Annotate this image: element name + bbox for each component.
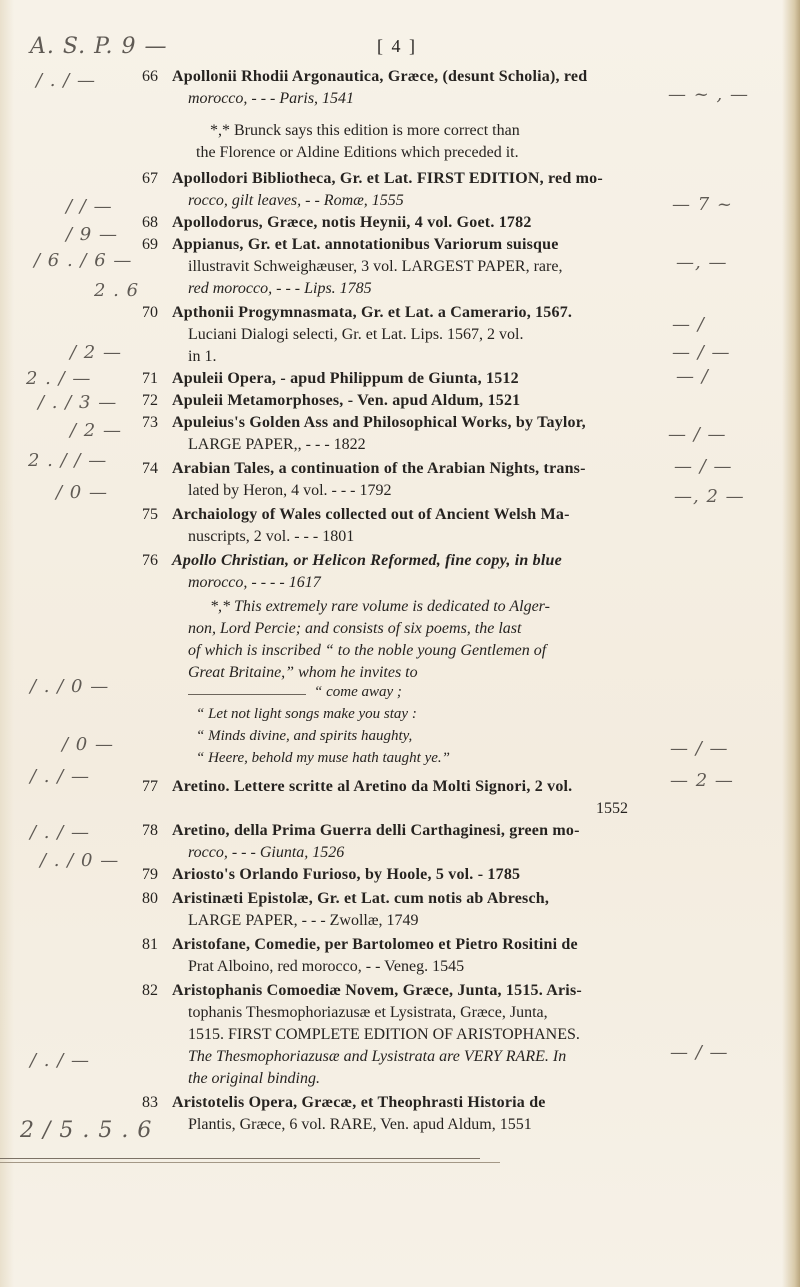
- entry-number: 69: [142, 236, 158, 253]
- margin-note: / . / —: [36, 70, 97, 91]
- entry-line: Aristinæti Epistolæ, Gr. et Lat. cum notis ab Abresch,: [172, 890, 550, 907]
- poem-line: “ come away ;: [314, 684, 402, 700]
- entry-line: tophanis Thesmophoriazusæ et Lysistrata, Græce, Junta,: [188, 1004, 548, 1021]
- entry-line: Apollonii Rhodii Argonautica, Græce, (desunt Scholia), red: [172, 68, 588, 85]
- entry-number: 83: [142, 1094, 158, 1111]
- entry-number: 75: [142, 506, 158, 523]
- catalogue-entry: [142, 934, 578, 956]
- entry-number: 77: [142, 778, 158, 795]
- entry-line: Archaiology of Wales collected out of Ancient Welsh Ma-: [172, 506, 570, 523]
- entry-note: non, Lord Percie; and consists of six poems, the last: [188, 620, 522, 637]
- margin-note: / 0 —: [62, 734, 114, 755]
- entry-number: 70: [142, 304, 158, 321]
- entry-number: 71: [142, 370, 158, 387]
- entry-line: Aretino. Lettere scritte al Aretino da Molti Signori, 2 vol.: [172, 778, 573, 795]
- margin-note: / . / 3 —: [38, 392, 118, 413]
- entry-line: rocco, gilt leaves, - - Romæ, 1555: [188, 192, 404, 209]
- entry-line: Appianus, Gr. et Lat. annotationibus Variorum suisque: [172, 236, 559, 253]
- margin-note: — /: [676, 366, 709, 387]
- page-gutter-shadow: [0, 0, 14, 1287]
- entry-line: Apuleii Opera, - apud Philippum de Giunta, 1512: [172, 370, 519, 387]
- page-number: [ 4 ]: [377, 36, 417, 56]
- entry-number: 78: [142, 822, 158, 839]
- catalogue-entry: [142, 368, 519, 390]
- dash-rule: [188, 694, 306, 695]
- margin-note: / . / 0 —: [30, 676, 110, 697]
- entry-line: morocco, - - - Paris, 1541: [188, 90, 355, 107]
- catalogue-entry: [142, 390, 520, 412]
- catalogue-entry: [142, 504, 570, 526]
- entry-note: *,* Brunck says this edition is more correct than: [210, 122, 520, 139]
- entry-line: Apollodorus, Græce, notis Heynii, 4 vol. Goet. 1782: [172, 214, 532, 231]
- entry-line: Prat Alboino, red morocco, - - Veneg. 1545: [188, 958, 465, 975]
- entry-number: 82: [142, 982, 158, 999]
- catalogue-entry: [142, 980, 582, 1002]
- handwriting-bottom-left: 2 / 5 . 5 . 6: [20, 1118, 153, 1143]
- entry-line: Arabian Tales, a continuation of the Arabian Nights, trans-: [172, 460, 586, 477]
- handwriting-top-left: A. S. P. 9 —: [30, 34, 168, 59]
- margin-note: —, 2 —: [674, 486, 745, 507]
- margin-note: — / —: [672, 342, 731, 363]
- entry-line: morocco, - - - - 1617: [188, 574, 321, 591]
- margin-note: —, —: [676, 252, 728, 273]
- entry-line: Aretino, della Prima Guerra delli Carthaginesi, green mo-: [172, 822, 580, 839]
- margin-note: 2 . 6: [94, 280, 140, 301]
- poem-line: “ Let not light songs make you stay :: [196, 706, 417, 722]
- catalogue-entry: [142, 458, 586, 480]
- poem-line: “ Minds divine, and spirits haughty,: [196, 728, 413, 744]
- entry-line: lated by Heron, 4 vol. - - - 1792: [188, 482, 392, 499]
- entry-line: Ariosto's Orlando Furioso, by Hoole, 5 vol. - 1785: [172, 866, 521, 883]
- entry-line: Luciani Dialogi selecti, Gr. et Lat. Lips. 1567, 2 vol.: [188, 326, 524, 343]
- margin-note: — / —: [668, 424, 727, 445]
- entry-line: red morocco, - - - Lips. 1785: [188, 280, 372, 297]
- entry-number: 81: [142, 936, 158, 953]
- entry-number: 66: [142, 68, 158, 85]
- page-edge: [782, 0, 800, 1287]
- entry-line: Aristofane, Comedie, per Bartolomeo et Pietro Rositini de: [172, 936, 578, 953]
- entry-line: the original binding.: [188, 1070, 320, 1087]
- catalogue-entry: [142, 864, 520, 886]
- entry-line: LARGE PAPER, - - - Zwollæ, 1749: [188, 912, 419, 929]
- margin-note: 2 . / / —: [28, 450, 108, 471]
- margin-note: / 6 . / 6 —: [34, 250, 133, 271]
- entry-line: LARGE PAPER,, - - - 1822: [188, 436, 366, 453]
- margin-note: / 2 —: [70, 420, 122, 441]
- entry-note: the Florence or Aldine Editions which preceded it.: [196, 144, 519, 161]
- entry-line: in 1.: [188, 348, 217, 365]
- catalogue-entry: [142, 168, 603, 190]
- margin-note: — 7 ~: [672, 194, 733, 215]
- entry-line: Apuleius's Golden Ass and Philosophical Works, by Taylor,: [172, 414, 586, 431]
- margin-note: — 2 —: [670, 770, 734, 791]
- margin-note: — / —: [674, 456, 733, 477]
- entry-line: Apollo Christian, or Helicon Reformed, fine copy, in blue: [172, 552, 562, 569]
- margin-note: — / —: [670, 738, 729, 759]
- margin-note: / 2 —: [70, 342, 122, 363]
- entry-line: nuscripts, 2 vol. - - - 1801: [188, 528, 355, 545]
- catalogue-entry: [142, 234, 559, 256]
- entry-line: Aristophanis Comoediæ Novem, Græce, Junta, 1515. Aris-: [172, 982, 582, 999]
- bottom-rule: [0, 1158, 480, 1159]
- entry-number: 79: [142, 866, 158, 883]
- entry-number: 67: [142, 170, 158, 187]
- poem-line: “ Heere, behold my muse hath taught ye.”: [196, 750, 450, 766]
- entry-line: 1515. FIRST COMPLETE EDITION OF ARISTOPHANES.: [188, 1026, 580, 1043]
- entry-line: Apollodori Bibliotheca, Gr. et Lat. FIRST EDITION, red mo-: [172, 170, 603, 187]
- entry-number: 68: [142, 214, 158, 231]
- margin-note: / . / —: [30, 822, 91, 843]
- catalogue-entry: [142, 412, 586, 434]
- margin-note: — /: [672, 314, 705, 335]
- entry-line: The Thesmophoriazusæ and Lysistrata are VERY RARE. In: [188, 1048, 567, 1065]
- entry-line: Apthonii Progymnasmata, Gr. et Lat. a Camerario, 1567.: [172, 304, 573, 321]
- margin-note: 2 . / —: [26, 368, 92, 389]
- margin-note: / . / —: [30, 766, 91, 787]
- entry-note: of which is inscribed “ to the noble young Gentlemen of: [188, 642, 547, 659]
- margin-note: — / —: [670, 1042, 729, 1063]
- entry-number: 72: [142, 392, 158, 409]
- entry-note: Great Britaine,” whom he invites to: [188, 664, 418, 681]
- margin-note: — ~ , —: [668, 84, 749, 105]
- entry-line: Aristotelis Opera, Græcæ, et Theophrasti Historia de: [172, 1094, 546, 1111]
- entry-number: 80: [142, 890, 158, 907]
- catalogue-entry: [142, 888, 549, 910]
- catalogue-entry: [142, 212, 532, 234]
- margin-note: / 0 —: [56, 482, 108, 503]
- entry-line: illustravit Schweighæuser, 3 vol. LARGEST PAPER, rare,: [188, 258, 563, 275]
- catalogue-entry: [142, 820, 580, 842]
- entry-number: 74: [142, 460, 158, 477]
- margin-note: / . / 0 —: [40, 850, 120, 871]
- margin-note: / . / —: [30, 1050, 91, 1071]
- catalogue-entry: [142, 302, 572, 324]
- entry-number: 76: [142, 552, 158, 569]
- catalogue-entry: [142, 550, 562, 572]
- entry-line: rocco, - - - Giunta, 1526: [188, 844, 345, 861]
- bottom-rule: [0, 1162, 500, 1163]
- catalogue-entry: [142, 1092, 546, 1114]
- catalogue-entry: [142, 776, 572, 798]
- catalogue-entry: [142, 66, 587, 88]
- margin-note: / / —: [66, 196, 113, 217]
- entry-number: 73: [142, 414, 158, 431]
- entry-line: 1552: [596, 800, 628, 817]
- entry-line: Plantis, Græce, 6 vol. RARE, Ven. apud Aldum, 1551: [188, 1116, 532, 1133]
- margin-note: / 9 —: [66, 224, 118, 245]
- entry-line: Apuleii Metamorphoses, - Ven. apud Aldum, 1521: [172, 392, 521, 409]
- entry-note: *,* This extremely rare volume is dedicated to Alger-: [210, 598, 550, 615]
